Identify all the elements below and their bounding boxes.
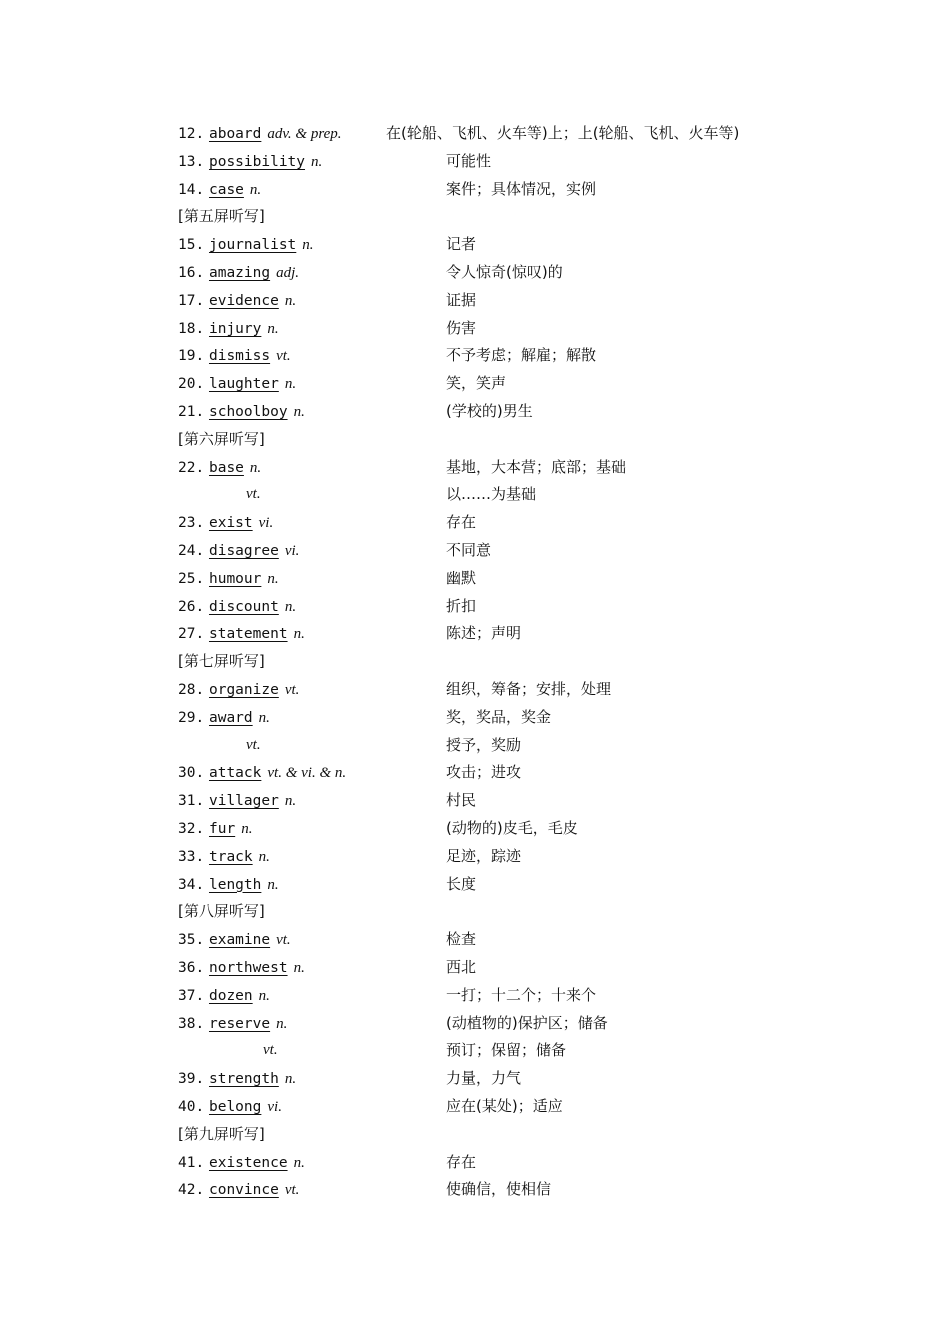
part-of-speech: n.: [284, 598, 297, 615]
entry-number: 22.: [178, 459, 205, 476]
vocab-entry: [178, 814, 878, 842]
vocab-entry: [178, 1064, 878, 1092]
part-of-speech: n.: [293, 1154, 305, 1171]
entry-number: 30.: [178, 765, 205, 782]
vocab-word: attack: [208, 765, 262, 782]
vocab-entry: [178, 703, 878, 731]
word-meaning: 以……为基础: [446, 485, 537, 504]
word-meaning: 足迹，踪迹: [446, 846, 522, 865]
part-of-speech: n.: [249, 459, 262, 476]
vocab-entry: [178, 1009, 878, 1037]
part-of-speech: n.: [249, 181, 262, 198]
part-of-speech: n.: [267, 320, 279, 337]
part-of-speech: n.: [258, 848, 270, 865]
part-of-speech: n.: [267, 876, 279, 893]
entry-number: 23.: [178, 515, 205, 532]
entry-number: 29.: [178, 709, 205, 726]
vocab-entry: [178, 675, 878, 703]
vocab-word: villager: [208, 793, 279, 810]
vocab-word: journalist: [208, 237, 297, 254]
vocab-word: exist: [208, 515, 253, 532]
vocab-word: statement: [208, 626, 288, 643]
entry-number: 40.: [178, 1099, 205, 1115]
vocab-entry: [178, 508, 878, 536]
section-heading: [178, 425, 878, 453]
entry-number: 36.: [178, 960, 205, 976]
part-of-speech: vt.: [276, 932, 291, 949]
entry-number: 35.: [178, 932, 205, 949]
entry-number: 32.: [178, 821, 205, 837]
word-meaning: 检查: [446, 930, 477, 949]
part-of-speech: vi.: [267, 1099, 282, 1115]
word-meaning: 证据: [446, 290, 477, 309]
word-meaning: 力量，力气: [446, 1069, 522, 1088]
part-of-speech: n.: [284, 376, 297, 393]
word-meaning: 攻击；进攻: [446, 763, 522, 782]
vocab-subentry: [178, 480, 878, 508]
word-meaning: 预订；保留；储备: [446, 1041, 567, 1060]
vocab-entry: [178, 564, 878, 592]
entry-number: 42.: [178, 1182, 205, 1199]
vocab-word: case: [208, 181, 244, 198]
word-meaning: (动物的)皮毛，毛皮: [446, 819, 578, 837]
vocab-word: award: [208, 709, 253, 726]
entry-number: 31.: [178, 793, 205, 810]
vocab-subentry: [178, 1036, 878, 1064]
part-of-speech: n.: [284, 292, 297, 309]
entry-number: 17.: [178, 292, 205, 309]
vocab-word: strength: [208, 1071, 279, 1088]
entry-number: 26.: [178, 598, 205, 615]
section-label: [第六屏听写]: [178, 429, 265, 448]
vocab-entry: [178, 758, 878, 786]
part-of-speech: vt. & vi. & n.: [267, 765, 347, 782]
entry-number: 24.: [178, 543, 205, 559]
part-of-speech: n.: [302, 237, 314, 254]
part-of-speech: n.: [284, 1071, 297, 1088]
entry-number: 14.: [178, 181, 205, 198]
vocab-word: schoolboy: [208, 404, 288, 420]
vocab-entry: [178, 536, 878, 564]
section-label: [第八屏听写]: [178, 902, 265, 921]
part-of-speech: vt.: [246, 736, 261, 753]
vocab-entry: [178, 397, 878, 425]
word-meaning: 在(轮船、飞机、火车等)上；上(轮船、飞机、火车等): [386, 124, 740, 142]
vocab-entry: [178, 1175, 878, 1203]
part-of-speech: vt.: [263, 1042, 278, 1059]
vocab-word: amazing: [208, 265, 271, 281]
entry-number: 15.: [178, 237, 205, 254]
entry-number: 13.: [178, 153, 205, 170]
vocab-entry: [178, 870, 878, 898]
word-meaning: 案件；具体情况，实例: [446, 179, 597, 198]
vocab-entry: [178, 453, 878, 481]
vocab-entry: [178, 286, 878, 314]
vocab-word: organize: [208, 682, 279, 698]
vocab-entry: [178, 953, 878, 981]
word-meaning: 存在: [446, 1152, 477, 1171]
vocab-word: convince: [208, 1182, 279, 1199]
entry-number: 28.: [178, 682, 205, 698]
vocab-word: evidence: [208, 292, 279, 309]
vocab-entry: [178, 230, 878, 258]
vocab-entry: [178, 981, 878, 1009]
vocab-word: aboard: [208, 126, 262, 142]
part-of-speech: adv. & prep.: [267, 126, 342, 142]
word-meaning: 存在: [446, 513, 477, 532]
vocab-entry: [178, 842, 878, 870]
section-label: [第七屏听写]: [178, 652, 265, 671]
vocab-entry: [178, 369, 878, 397]
section-label: [第五屏听写]: [178, 207, 265, 226]
entry-number: 39.: [178, 1071, 205, 1088]
vocab-word: northwest: [208, 960, 288, 976]
word-meaning: 授予，奖励: [446, 735, 522, 754]
part-of-speech: vt.: [276, 348, 291, 365]
vocab-word: dozen: [208, 987, 253, 1004]
entry-number: 18.: [178, 320, 205, 337]
entry-number: 25.: [178, 570, 205, 587]
vocab-word: base: [208, 459, 244, 476]
word-meaning: 不同意: [446, 541, 492, 559]
part-of-speech: n.: [258, 709, 270, 726]
word-meaning: 令人惊奇(惊叹)的: [446, 263, 563, 281]
word-meaning: 笑，笑声: [446, 374, 507, 393]
word-meaning: (动植物的)保护区；储备: [446, 1013, 608, 1032]
vocab-word: track: [208, 848, 253, 865]
entry-number: 34.: [178, 876, 205, 893]
part-of-speech: vt.: [246, 486, 261, 503]
entry-number: 37.: [178, 987, 205, 1004]
word-meaning: 陈述；声明: [446, 624, 522, 643]
part-of-speech: n.: [276, 1015, 288, 1032]
vocab-word: length: [208, 876, 262, 893]
vocab-entry: [178, 619, 878, 647]
vocab-entry: [178, 1092, 878, 1120]
vocab-entry: [178, 925, 878, 953]
vocab-entry: [178, 786, 878, 814]
part-of-speech: vt.: [284, 682, 300, 698]
vocab-word: injury: [208, 320, 262, 337]
part-of-speech: n.: [267, 570, 279, 587]
vocab-entry: [178, 1148, 878, 1176]
vocab-word: humour: [208, 570, 262, 587]
vocab-subentry: [178, 731, 878, 759]
entry-number: 21.: [178, 404, 205, 420]
vocab-entry: [178, 175, 878, 203]
part-of-speech: n.: [258, 987, 270, 1004]
word-meaning: 可能性: [446, 151, 492, 170]
part-of-speech: vi.: [258, 515, 274, 532]
word-meaning: 长度: [446, 874, 477, 893]
part-of-speech: n.: [284, 793, 297, 810]
part-of-speech: vi.: [284, 543, 300, 559]
part-of-speech: n.: [311, 153, 323, 170]
vocab-entry: [178, 258, 878, 286]
part-of-speech: n.: [293, 404, 305, 420]
vocab-word: possibility: [208, 153, 306, 170]
vocab-word: fur: [208, 821, 236, 837]
vocab-entry: [178, 341, 878, 369]
vocab-word: dismiss: [208, 348, 271, 365]
word-meaning: (学校的)男生: [446, 402, 533, 420]
word-meaning: 组织，筹备；安排，处理: [446, 680, 612, 698]
entry-number: 12.: [178, 126, 205, 142]
entry-number: 38.: [178, 1015, 205, 1032]
vocab-word: examine: [208, 932, 271, 949]
vocab-word: discount: [208, 598, 279, 615]
vocab-word: belong: [208, 1099, 262, 1115]
entry-number: 41.: [178, 1154, 205, 1171]
part-of-speech: adj.: [276, 265, 300, 281]
vocab-word: reserve: [208, 1015, 271, 1032]
part-of-speech: n.: [293, 960, 305, 976]
word-meaning: 使确信，使相信: [446, 1180, 552, 1199]
word-meaning: 幽默: [446, 568, 477, 587]
section-heading: [178, 1120, 878, 1148]
vocab-entry: [178, 147, 878, 175]
section-heading: [178, 202, 878, 230]
part-of-speech: n.: [293, 626, 305, 643]
word-meaning: 应在(某处)；适应: [446, 1097, 563, 1115]
word-meaning: 一打；十二个；十来个: [446, 985, 597, 1004]
vocab-entry: [178, 314, 878, 342]
word-meaning: 不予考虑；解雇；解散: [446, 346, 597, 365]
entry-number: 27.: [178, 626, 205, 643]
section-heading: [178, 647, 878, 675]
section-label: [第九屏听写]: [178, 1124, 265, 1143]
entry-number: 20.: [178, 376, 205, 393]
vocab-entry: [178, 119, 878, 147]
vocab-word: existence: [208, 1154, 288, 1171]
section-heading: [178, 897, 878, 925]
part-of-speech: vt.: [284, 1182, 300, 1199]
word-meaning: 记者: [446, 235, 477, 254]
vocab-entry: [178, 592, 878, 620]
part-of-speech: n.: [241, 821, 253, 837]
entry-number: 16.: [178, 265, 205, 281]
word-meaning: 村民: [446, 791, 477, 810]
vocab-word: laughter: [208, 376, 279, 393]
word-meaning: 西北: [446, 958, 477, 976]
word-meaning: 基地，大本营；底部；基础: [446, 457, 627, 476]
vocab-word: disagree: [208, 543, 279, 559]
entry-number: 19.: [178, 348, 205, 365]
word-meaning: 奖，奖品，奖金: [446, 707, 552, 726]
word-meaning: 折扣: [446, 596, 477, 615]
word-meaning: 伤害: [446, 318, 477, 337]
entry-number: 33.: [178, 848, 205, 865]
